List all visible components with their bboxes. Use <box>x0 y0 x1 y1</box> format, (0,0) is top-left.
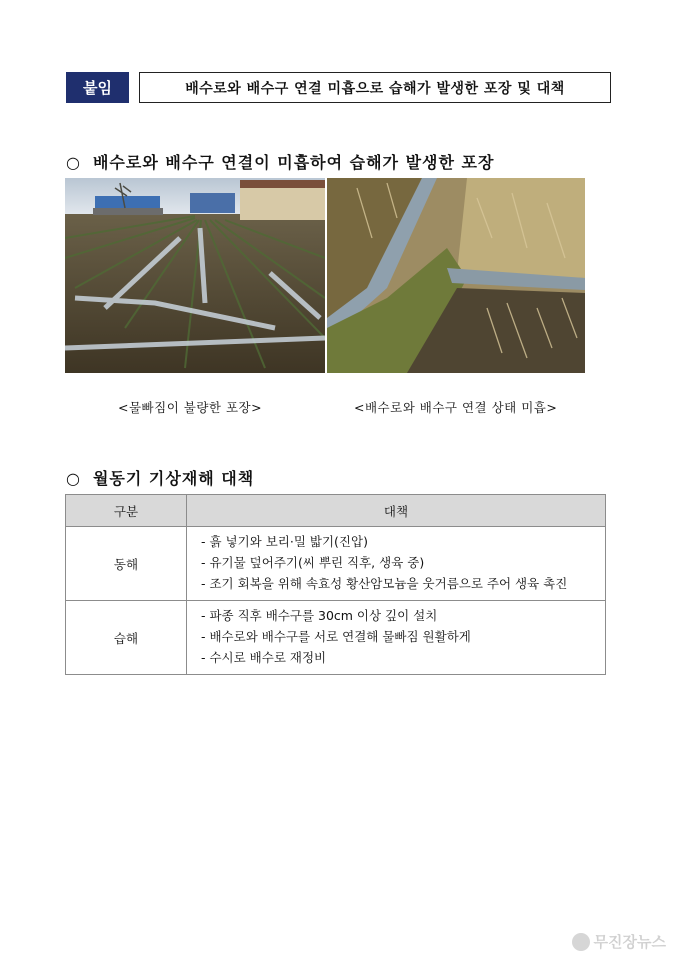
section2-heading <box>66 466 254 489</box>
measure-item: - 조기 회복을 위해 속효성 황산암모늄을 웃거름으로 주어 생육 촉진 <box>201 576 568 591</box>
document-title: 배수로와 배수구 연결 미흡으로 습해가 발생한 포장 및 대책 <box>139 72 611 103</box>
measure-item: - 파종 직후 배수구를 30cm 이상 깊이 설치 <box>201 608 438 623</box>
section2-bullet: ○ <box>66 469 81 488</box>
countermeasure-table <box>65 494 606 675</box>
table-row <box>66 527 606 601</box>
table-row <box>66 601 606 675</box>
watermark-text: 무진장뉴스 <box>593 933 666 951</box>
watermark-logo-icon <box>572 933 590 951</box>
row-category: 동해 <box>66 527 187 601</box>
section2-title: 월동기 기상재해 대책 <box>92 469 255 488</box>
measure-item: - 수시로 배수로 재정비 <box>201 650 327 665</box>
header-category: 구분 <box>66 495 187 527</box>
table-header-row <box>66 495 606 527</box>
header-measures: 대책 <box>187 495 606 527</box>
measure-item: - 배수로와 배수구를 서로 연결해 물빠짐 원활하게 <box>201 629 471 644</box>
attachment-badge: 붙임 <box>66 72 129 103</box>
section1-title: 배수로와 배수구 연결이 미흡하여 습해가 발생한 포장 <box>92 153 495 172</box>
row-category: 습해 <box>66 601 187 675</box>
document-header <box>66 72 611 103</box>
row-measures <box>187 527 606 601</box>
section1-bullet: ○ <box>66 153 81 172</box>
photo1-caption: <물빠짐이 불량한 포장> <box>118 400 263 415</box>
watermark <box>572 931 666 952</box>
ditch-photo-icon <box>327 178 585 373</box>
section1-heading <box>66 150 494 173</box>
measure-item: - 흙 넣기와 보리·밀 밟기(진압) <box>201 534 368 549</box>
measure-item: - 유기물 덮어주기(씨 뿌린 직후, 생육 중) <box>201 555 425 570</box>
photo2-caption: <배수로와 배수구 연결 상태 미흡> <box>354 400 558 415</box>
row-measures <box>187 601 606 675</box>
field-photo-icon <box>65 178 325 373</box>
